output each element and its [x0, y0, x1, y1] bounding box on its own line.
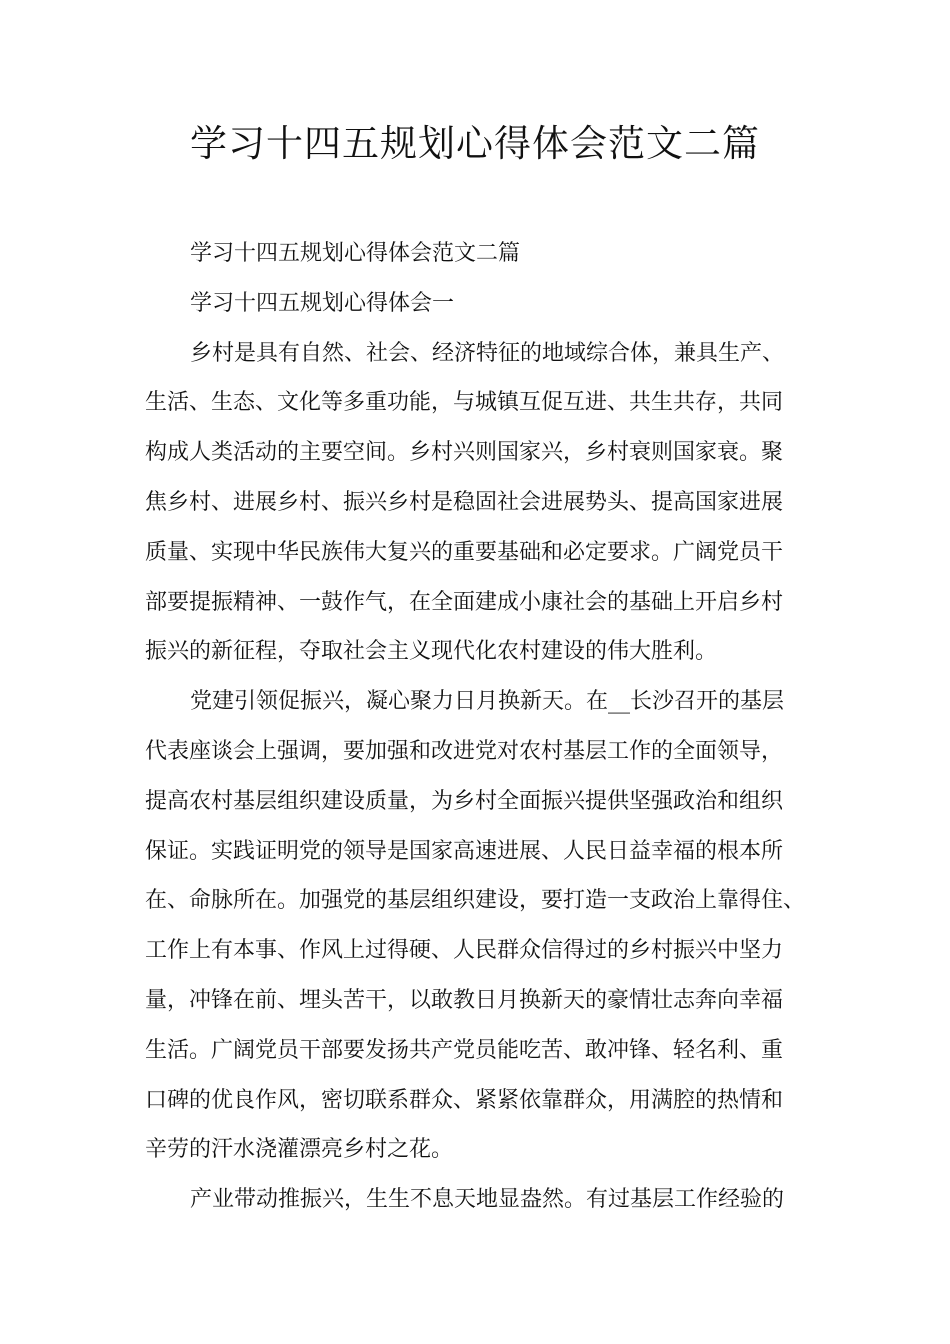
text-line: 乡村是具有自然、社会、经济特征的地域综合体，兼具生产、 — [190, 340, 785, 366]
text-line: 工作上有本事、作风上过得硬、人民群众信得过的乡村振兴中坚力 — [145, 938, 784, 964]
text-line: 产业带动推振兴，生生不息天地显盎然。有过基层工作经验的 — [190, 1187, 785, 1213]
text-line: 振兴的新征程，夺取社会主义现代化农村建设的伟大胜利。 — [145, 639, 718, 665]
document-title: 学习十四五规划心得体会范文二篇 — [190, 122, 760, 165]
text-line: 质量、实现中华民族伟大复兴的重要基础和必定要求。广阔党员干 — [145, 539, 784, 565]
text-line: 生活。广阔党员干部要发扬共产党员能吃苦、敢冲锋、轻名利、重 — [145, 1037, 784, 1063]
text-line: 提高农村基层组织建设质量，为乡村全面振兴提供坚强政治和组织 — [145, 788, 784, 814]
text-line: 保证。实践证明党的领导是国家高速进展、人民日益幸福的根本所 — [145, 838, 784, 864]
text-line: 口碑的优良作风，密切联系群众、紧紧依靠群众，用满腔的热情和 — [145, 1087, 784, 1113]
text-line: 在、命脉所在。加强党的基层组织建设，要打造一支政治上靠得住、 — [145, 888, 806, 914]
text-line: 部要提振精神、一鼓作气，在全面建成小康社会的基础上开启乡村 — [145, 589, 784, 615]
document-body — [145, 229, 820, 1225]
text-line: 学习十四五规划心得体会范文二篇 — [190, 241, 521, 266]
text-line: 党建引领促振兴，凝心聚力日月换新天。在__长沙召开的基层 — [190, 689, 785, 715]
text-line: 构成人类活动的主要空间。乡村兴则国家兴，乡村衰则国家衰。聚 — [145, 440, 784, 466]
text-line: 焦乡村、进展乡村、振兴乡村是稳固社会进展势头、提高国家进展 — [145, 489, 784, 515]
text-line: 代表座谈会上强调，要加强和改进党对农村基层工作的全面领导， — [145, 738, 784, 764]
text-line: 量，冲锋在前、埋头苦干，以敢教日月换新天的豪情壮志奔向幸福 — [145, 987, 784, 1013]
text-line: 辛劳的汗水浇灌漂亮乡村之花。 — [145, 1137, 454, 1163]
text-line: 学习十四五规划心得体会一 — [190, 290, 455, 316]
text-line: 生活、生态、文化等多重功能，与城镇互促互进、共生共存，共同 — [145, 390, 784, 416]
